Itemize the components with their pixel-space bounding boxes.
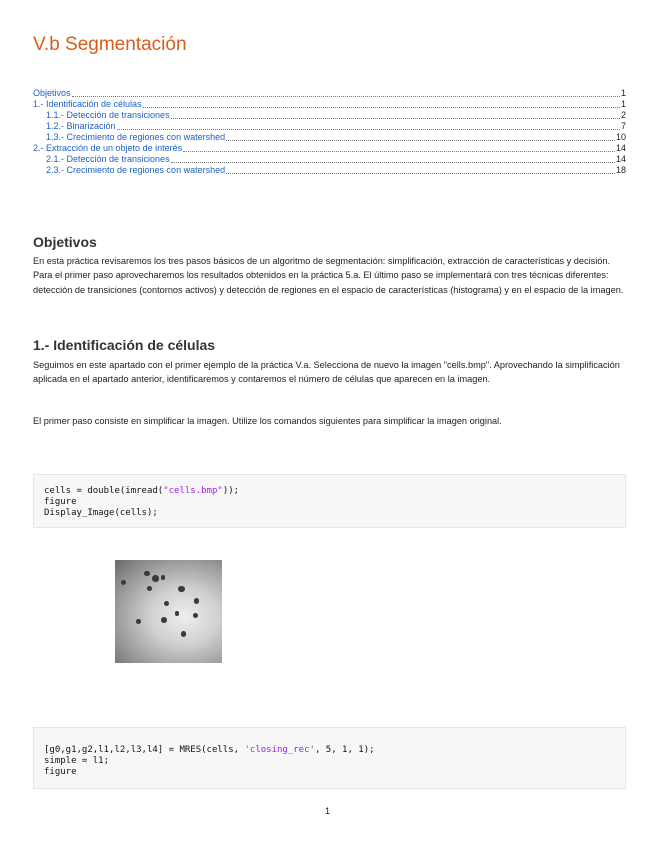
toc-entry-label[interactable]: 2.3.- Crecimiento de regiones con watershed — [46, 165, 226, 175]
code-line: [g0,g1,g2,l1,l2,l3,l4] = MRES(cells, 'closing_rec', 5, 1, 1); — [44, 745, 375, 755]
cell-blob — [178, 586, 184, 592]
toc-entry-page: 10 — [615, 132, 626, 142]
toc-entry-label[interactable]: 1.3.- Crecimiento de regiones con watershed — [46, 132, 226, 142]
cell-blob — [161, 575, 166, 580]
toc-entry[interactable] — [33, 154, 626, 165]
code-line: cells = double(imread("cells.bmp")); — [44, 486, 240, 496]
toc-entry-label[interactable]: Objetivos — [33, 88, 71, 98]
toc-entry-label[interactable]: 1.2.- Binarización — [46, 121, 116, 131]
toc-entry-page: 14 — [615, 154, 626, 164]
toc-dot-leader — [226, 140, 615, 141]
section-heading-objetivos: Objetivos — [33, 234, 97, 250]
section1-paragraph-1: Seguimos en este apartado con el primer ejemplo de la práctica V.a. Selecciona de nuevo la imagen "cells.bmp". Aprovechando la simplificación aplicada en el apartado anterior, identificaremos y contaremos el número de células que aparecen en la imagen. — [33, 360, 620, 385]
toc-entry[interactable] — [33, 121, 626, 132]
toc-dot-leader — [117, 129, 620, 130]
cells-image — [115, 560, 222, 663]
toc-dot-leader — [183, 151, 615, 152]
toc-entry[interactable] — [33, 110, 626, 121]
toc-entry-page: 2 — [620, 110, 626, 120]
cell-blob — [121, 580, 126, 585]
toc-entry[interactable] — [33, 143, 626, 154]
toc-entry-page: 14 — [615, 143, 626, 153]
toc-entry-label[interactable]: 1.1.- Detección de transiciones — [46, 110, 170, 120]
code-block-1 — [33, 474, 626, 528]
cell-blob — [175, 611, 180, 616]
cell-blob — [164, 601, 169, 606]
toc-entry[interactable] — [33, 165, 626, 176]
objetivos-paragraph: En esta práctica revisaremos los tres pasos básicos de un algoritmo de segmentación: simplificación, extracción de características y decisión. Para el primer paso aprovecharemos los resultados obtenidos en la práctica 5.a. El último paso se implementará con tres técnicas diferentes: detección de transiciones (contornos activos) y detección de regiones en el espacio de características (histograma) y en el espacio de la imagen. — [33, 256, 624, 295]
toc-entry-label[interactable]: 1.- Identificación de células — [33, 99, 142, 109]
toc-entry-label[interactable]: 2.- Extracción de un objeto de interés — [33, 143, 183, 153]
toc-entry-page: 1 — [620, 88, 626, 98]
toc-dot-leader — [143, 107, 620, 108]
table-of-contents — [33, 88, 626, 176]
toc-entry-page: 18 — [615, 165, 626, 175]
toc-entry-page: 7 — [620, 121, 626, 131]
cell-blob — [152, 575, 158, 581]
toc-dot-leader — [171, 162, 615, 163]
cell-blob — [144, 571, 150, 577]
toc-dot-leader — [226, 173, 615, 174]
code-line: figure — [44, 497, 77, 507]
code-block-2 — [33, 727, 626, 789]
cell-blob — [161, 617, 167, 623]
toc-entry[interactable] — [33, 132, 626, 143]
page-title: V.b Segmentación — [33, 34, 187, 55]
page-number: 1 — [324, 806, 330, 816]
cell-blob — [193, 613, 198, 618]
code-line: Display_Image(cells); — [44, 508, 158, 518]
toc-entry-page: 1 — [620, 99, 626, 109]
section1-paragraph-2: El primer paso consiste en simplificar la imagen. Utilize los comandos siguientes para simplificar la imagen original. — [33, 416, 502, 426]
code-line: simple = l1; — [44, 756, 110, 766]
cell-blob — [194, 598, 200, 604]
toc-entry[interactable] — [33, 88, 626, 99]
toc-dot-leader — [171, 118, 620, 119]
toc-entry-label[interactable]: 2.1.- Detección de transiciones — [46, 154, 170, 164]
code-line: figure — [44, 767, 77, 777]
cell-blob — [147, 586, 152, 591]
section-heading-identificacion: 1.- Identificación de células — [33, 337, 216, 353]
cell-blob — [136, 619, 141, 624]
toc-dot-leader — [72, 96, 620, 97]
cell-blob — [181, 631, 187, 637]
toc-entry[interactable] — [33, 99, 626, 110]
